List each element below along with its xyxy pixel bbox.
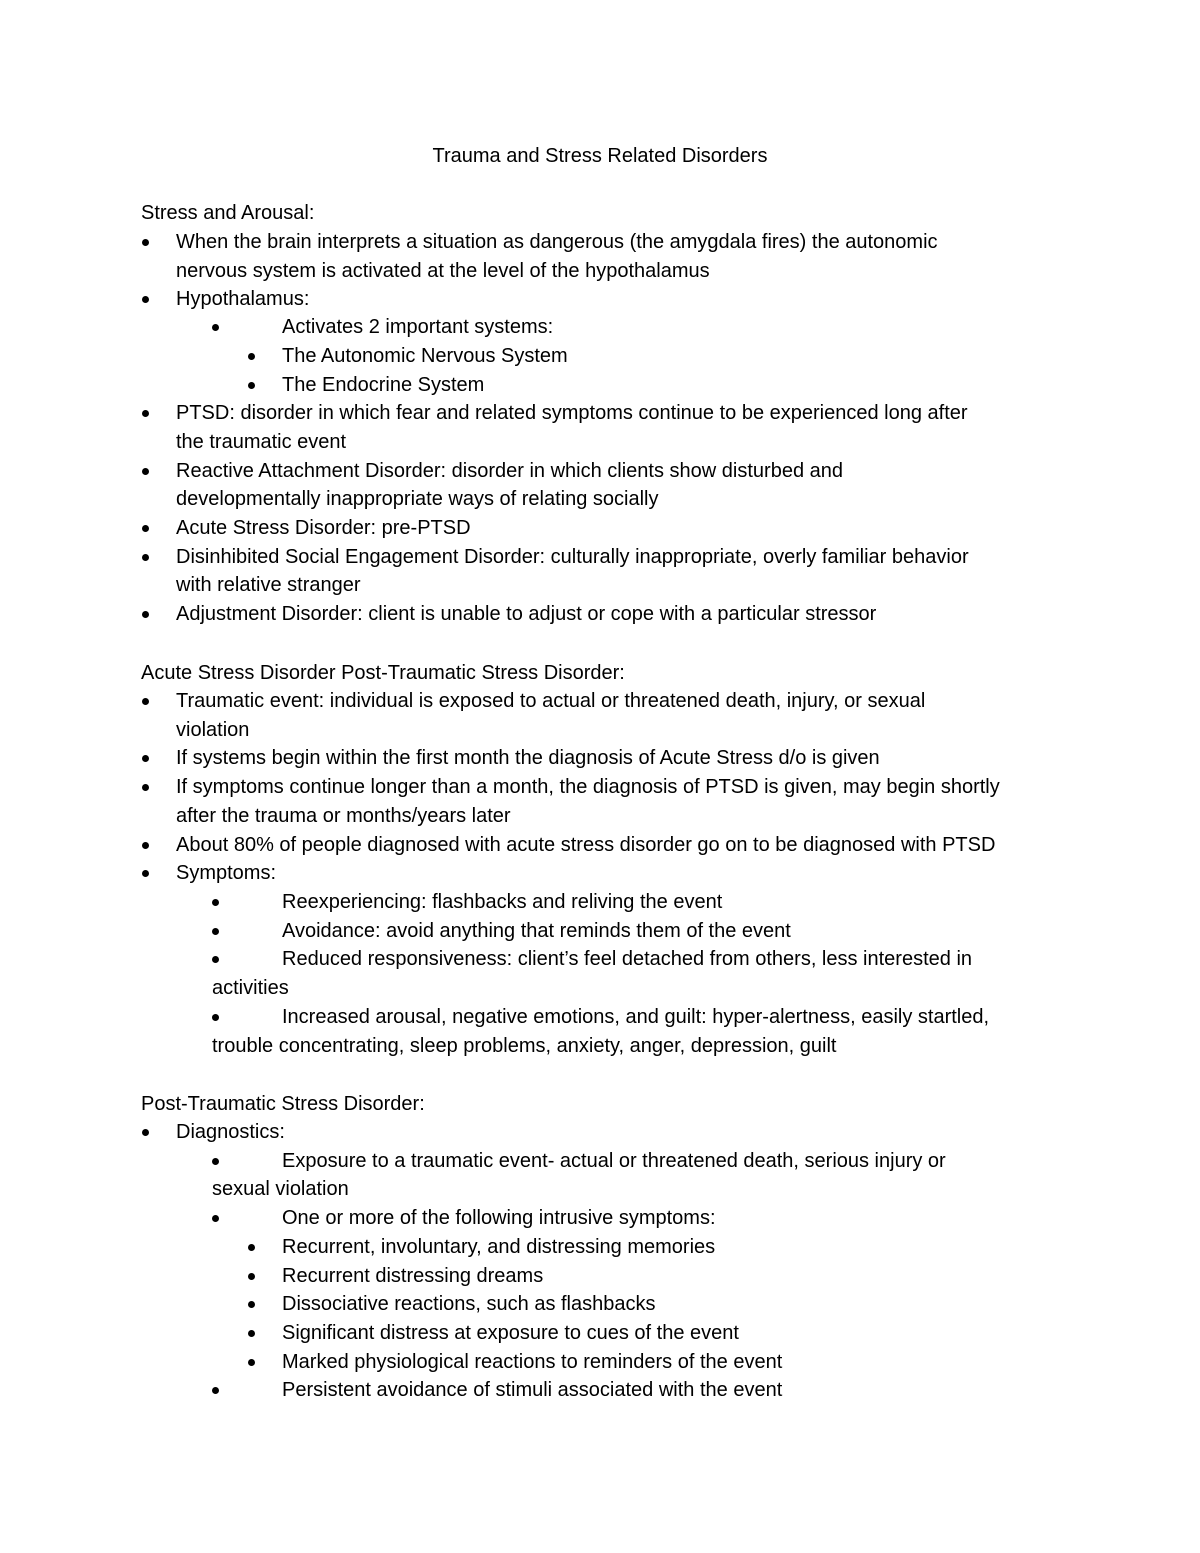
bullet-icon (142, 1129, 149, 1136)
list-item-line: Significant distress at exposure to cues of the event (282, 1322, 739, 1344)
bullet-icon (248, 1301, 255, 1308)
bullet-icon (212, 1387, 219, 1394)
list-item-line: after the trauma or months/years later (176, 805, 511, 827)
list-item-line: Symptoms: (176, 862, 277, 884)
bullet-icon (142, 525, 149, 532)
bullet-icon (212, 1215, 219, 1222)
list-item-line: Reactive Attachment Disorder: disorder in which clients show disturbed and (176, 460, 843, 482)
list-item-line: with relative stranger (176, 574, 361, 596)
bullet-icon (248, 1359, 255, 1366)
list-item-line: Traumatic event: individual is exposed to actual or threatened death, injury, or sexual (176, 690, 926, 712)
section-heading: Acute Stress Disorder Post-Traumatic Stress Disorder: (141, 662, 625, 684)
list-item-line: The Autonomic Nervous System (282, 345, 568, 367)
list-item-line: One or more of the following intrusive symptoms: (282, 1207, 716, 1229)
bullet-icon (212, 1158, 219, 1165)
list-item-line: Exposure to a traumatic event- actual or threatened death, serious injury or (282, 1150, 946, 1172)
list-item-line: sexual violation (212, 1178, 349, 1200)
list-item-line: developmentally inappropriate ways of relating socially (176, 488, 659, 510)
list-item-line: If systems begin within the first month the diagnosis of Acute Stress d/o is given (176, 747, 880, 769)
bullet-icon (142, 870, 149, 877)
list-item-line: violation (176, 719, 250, 741)
list-item-line: the traumatic event (176, 431, 347, 453)
list-item-line: activities (212, 977, 289, 999)
bullet-icon (212, 324, 219, 331)
bullet-icon (248, 1244, 255, 1251)
list-item-line: trouble concentrating, sleep problems, anxiety, anger, depression, guilt (212, 1035, 837, 1057)
list-item-line: Activates 2 important systems: (282, 316, 554, 338)
bullet-icon (142, 698, 149, 705)
section-heading: Post-Traumatic Stress Disorder: (141, 1093, 425, 1115)
bullet-icon (142, 468, 149, 475)
list-item-line: If symptoms continue longer than a month, the diagnosis of PTSD is given, may begin shortly (176, 776, 1000, 798)
list-item-line: Persistent avoidance of stimuli associated with the event (282, 1379, 783, 1401)
bullet-icon (212, 899, 219, 906)
bullet-icon (212, 956, 219, 963)
list-item-line: Reduced responsiveness: client’s feel detached from others, less interested in (282, 948, 973, 970)
bullet-icon (142, 296, 149, 303)
bullet-icon (142, 755, 149, 762)
list-item-line: Reexperiencing: flashbacks and reliving the event (282, 891, 723, 913)
document-title: Trauma and Stress Related Disorders (432, 145, 768, 167)
bullet-icon (212, 1014, 219, 1021)
list-item-line: Adjustment Disorder: client is unable to adjust or cope with a particular stressor (176, 603, 877, 625)
list-item-line: nervous system is activated at the level of the hypothalamus (176, 260, 710, 282)
bullet-icon (142, 784, 149, 791)
bullet-icon (142, 611, 149, 618)
list-item-line: The Endocrine System (282, 374, 485, 396)
list-item-line: When the brain interprets a situation as dangerous (the amygdala fires) the autonomic (176, 231, 938, 253)
bullet-icon (212, 928, 219, 935)
list-item-line: PTSD: disorder in which fear and related symptoms continue to be experienced long after (176, 402, 968, 424)
list-item-line: About 80% of people diagnosed with acute stress disorder go on to be diagnosed with PTSD (176, 834, 996, 856)
bullet-icon (142, 842, 149, 849)
bullet-icon (142, 239, 149, 246)
list-item-line: Avoidance: avoid anything that reminds them of the event (282, 920, 791, 942)
section-heading: Stress and Arousal: (141, 202, 315, 224)
bullet-icon (248, 382, 255, 389)
list-item-line: Disinhibited Social Engagement Disorder: culturally inappropriate, overly familiar behavior (176, 546, 969, 568)
list-item-line: Recurrent, involuntary, and distressing memories (282, 1236, 716, 1258)
list-item-line: Increased arousal, negative emotions, and guilt: hyper-alertness, easily startled, (282, 1006, 990, 1028)
bullet-icon (248, 1330, 255, 1337)
list-item-line: Diagnostics: (176, 1121, 285, 1143)
list-item-line: Hypothalamus: (176, 288, 310, 310)
list-item-line: Acute Stress Disorder: pre-PTSD (176, 517, 471, 539)
list-item-line: Marked physiological reactions to reminders of the event (282, 1351, 783, 1373)
bullet-icon (248, 1273, 255, 1280)
list-item-line: Dissociative reactions, such as flashbacks (282, 1293, 656, 1315)
bullet-icon (248, 353, 255, 360)
list-item-line: Recurrent distressing dreams (282, 1265, 544, 1287)
bullet-icon (142, 554, 149, 561)
bullet-icon (142, 410, 149, 417)
